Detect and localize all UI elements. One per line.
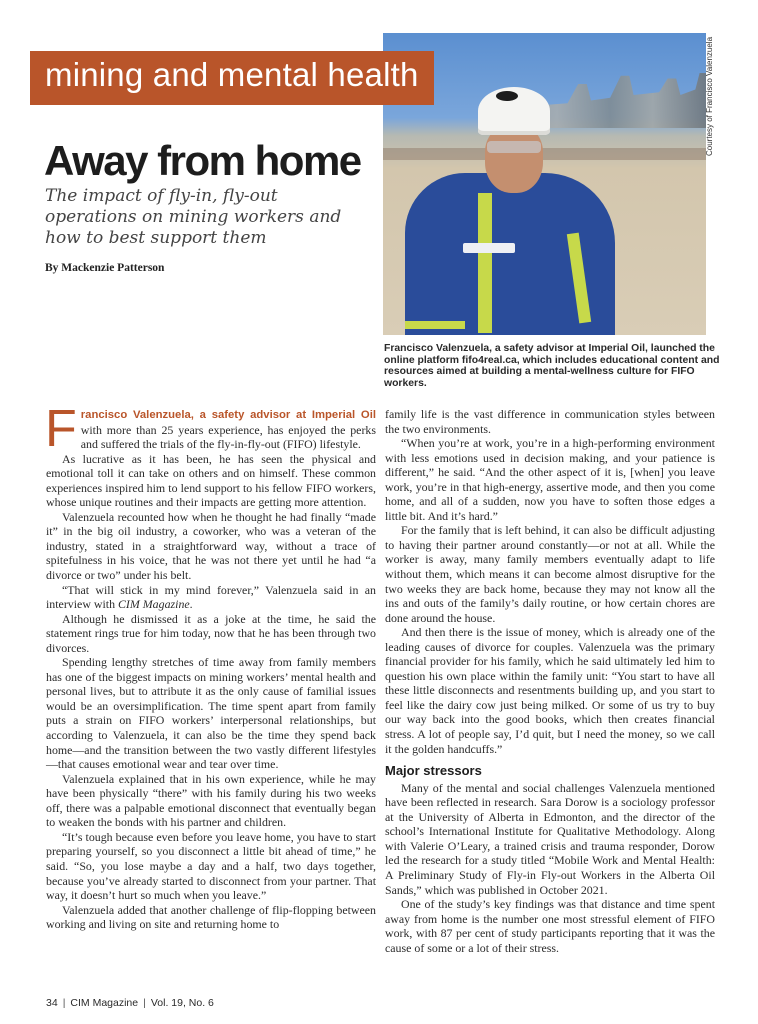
publication-name: CIM Magazine [70, 997, 139, 1009]
byline: By Mackenzie Patterson [45, 262, 165, 274]
section-label: mining and mental health [45, 56, 419, 93]
drop-cap: F [45, 400, 77, 458]
section-banner [30, 51, 434, 105]
paragraph: One of the study’s key findings was that distance and time spent away from home is the number one most stressful element of FIFO work, with 87 per cent of study participants reporting that it was the cause of some or a lot of their stress. [385, 897, 715, 955]
paragraph: Although he dismissed it as a joke at the time, he said the statement rings true for him today, now that he has been through two divorces. [46, 611, 376, 655]
paragraph: For the family that is left behind, it can also be difficult adjusting to having their partner around constantly—or not at all. While the worker is away, many family members eventually adapt to life without them, which means it can become almost disruptive for the two weeks they are back home, because they may not know all the ins and outs of the family’s daily routine, or how certain chores are done around the house. [385, 523, 715, 625]
reflective-stripe [478, 193, 492, 333]
lead-in: rancisco Valenzuela, a safety advisor at Imperial Oil [80, 409, 376, 421]
publication-name: CIM Magazine [118, 597, 190, 612]
paragraph: family life is the vast difference in communication styles between the two environments. [385, 407, 715, 436]
hard-hat-logo [496, 91, 518, 101]
paragraph: As lucrative as it has been, he has seen the physical and emotional toll it can take on others and on himself. These common experiences inspired him to lend support to his fellow FIFO workers, whose unique routines and their impacts are getting more attention. [46, 451, 376, 510]
photo-credit: Courtesy of Francisco Valenzuela [705, 36, 714, 156]
page-footer: 34 | CIM Magazine | Vol. 19, No. 6 [46, 997, 214, 1009]
pipeline [383, 148, 706, 160]
reflective-stripe [405, 321, 465, 329]
paragraph: Spending lengthy stretches of time away from family members has one of the biggest impacts on mining workers’ mental health and personal lives, but to attribute it as the only cause of familial issues would be an oversimplification. The time spent apart from family puts a strain on FIFO workers’ interpersonal relationships, but according to Valenzuela, it can also be the time they spend back home—and the transition between the two vastly different lifestyles—that causes emotional wear and tear over time. [46, 655, 376, 772]
worker-face [485, 125, 543, 193]
paragraph: “That will stick in my mind forever,” Valenzuela said in an interview with CIM Magazine. [46, 582, 376, 612]
photo-caption: Francisco Valenzuela, a safety advisor at Imperial Oil, launched the online platform fifo4real.ca, which includes educational content and resources aimed at building a mental-wellness culture for FIFO workers. [384, 343, 720, 389]
headline: Away from home [44, 137, 361, 184]
subheading: Major stressors [385, 763, 482, 779]
paragraph: Francisco Valenzuela, a safety advisor at Imperial Oil with more than 25 years experience, has enjoyed the perks and suffered the trials of the fly-in-fly-out (FIFO) lifestyle. [45, 400, 376, 458]
paragraph: “It’s tough because even before you leave home, you have to start preparing yourself, so you disconnect a little bit ahead of time,” he said. “So, you lose maybe a day and a half, two days together, because you’ve already started to disconnect from your partner. That way, it doesn’t hurt so much when you leave.” [46, 829, 376, 903]
issue-info: Vol. 19, No. 6 [150, 997, 214, 1009]
paragraph: Many of the mental and social challenges Valenzuela mentioned have been reflected in research. Sara Dorow is a sociology professor at the University of Alberta in Edmonton, and the director of the school’s International Institute for Qualitative Methodology. Along with Valerie O’Leary, a trained crisis and trauma responder, Dorow led the research for a study titled “Mobile Work and Mental Health: A Preliminary Study of Fly-in Fly-out Workers in the Alberta Oil Sands,” which was published in October 2021. [385, 780, 715, 897]
body-column-left [45, 400, 376, 932]
deck: The impact of fly-in, fly-out operations on mining workers and how to best support them [45, 186, 342, 248]
safety-glasses [487, 141, 541, 153]
paragraph: Valenzuela explained that in his own experience, while he may have been physically “there” with his family during his two weeks off, there was a palpable emotional disconnect that eventually began to weaken the bonds with his partner and children. [46, 771, 376, 830]
paragraph: Valenzuela recounted how when he thought he had finally “made it” in the big oil industry, a coworker, who was a veteran of the industry, stated in a straightforward way, without a trace of spitefulness in his voice, that he was not there yet until he had “a divorce or two” under his belt. [46, 509, 376, 583]
paragraph: And then there is the issue of money, which is already one of the leading causes of divorce for couples. Valenzuela was the primary financial provider for his family, which he said ultimately led him to question his own place within the family unit: “You start to have all these little disconnects and resentments building up, and you start to feel like the dairy cow just being milked. Or some of us try to buy our way back into the good books, which then creates financial stress. A lot of people say, I’d quit, but I need the money, so we call it the golden handcuffs.” [385, 625, 715, 756]
name-tag [463, 243, 515, 253]
paragraph: “When you’re at work, you’re in a high-performing environment with less emotions used in decision making, and your patience is different,” he said. “And the other aspect of it is, [when] you leave work, you’re in that high-energy, assertive mode, and then you come home, and all of a sudden, now you have to soften those edges a little bit. And it’s hard.” [385, 436, 715, 523]
paragraph: Valenzuela added that another challenge of flip-flopping between working and living on site and returning home to [46, 902, 376, 932]
body-column-right [385, 407, 715, 955]
page-number: 34 [46, 997, 58, 1009]
